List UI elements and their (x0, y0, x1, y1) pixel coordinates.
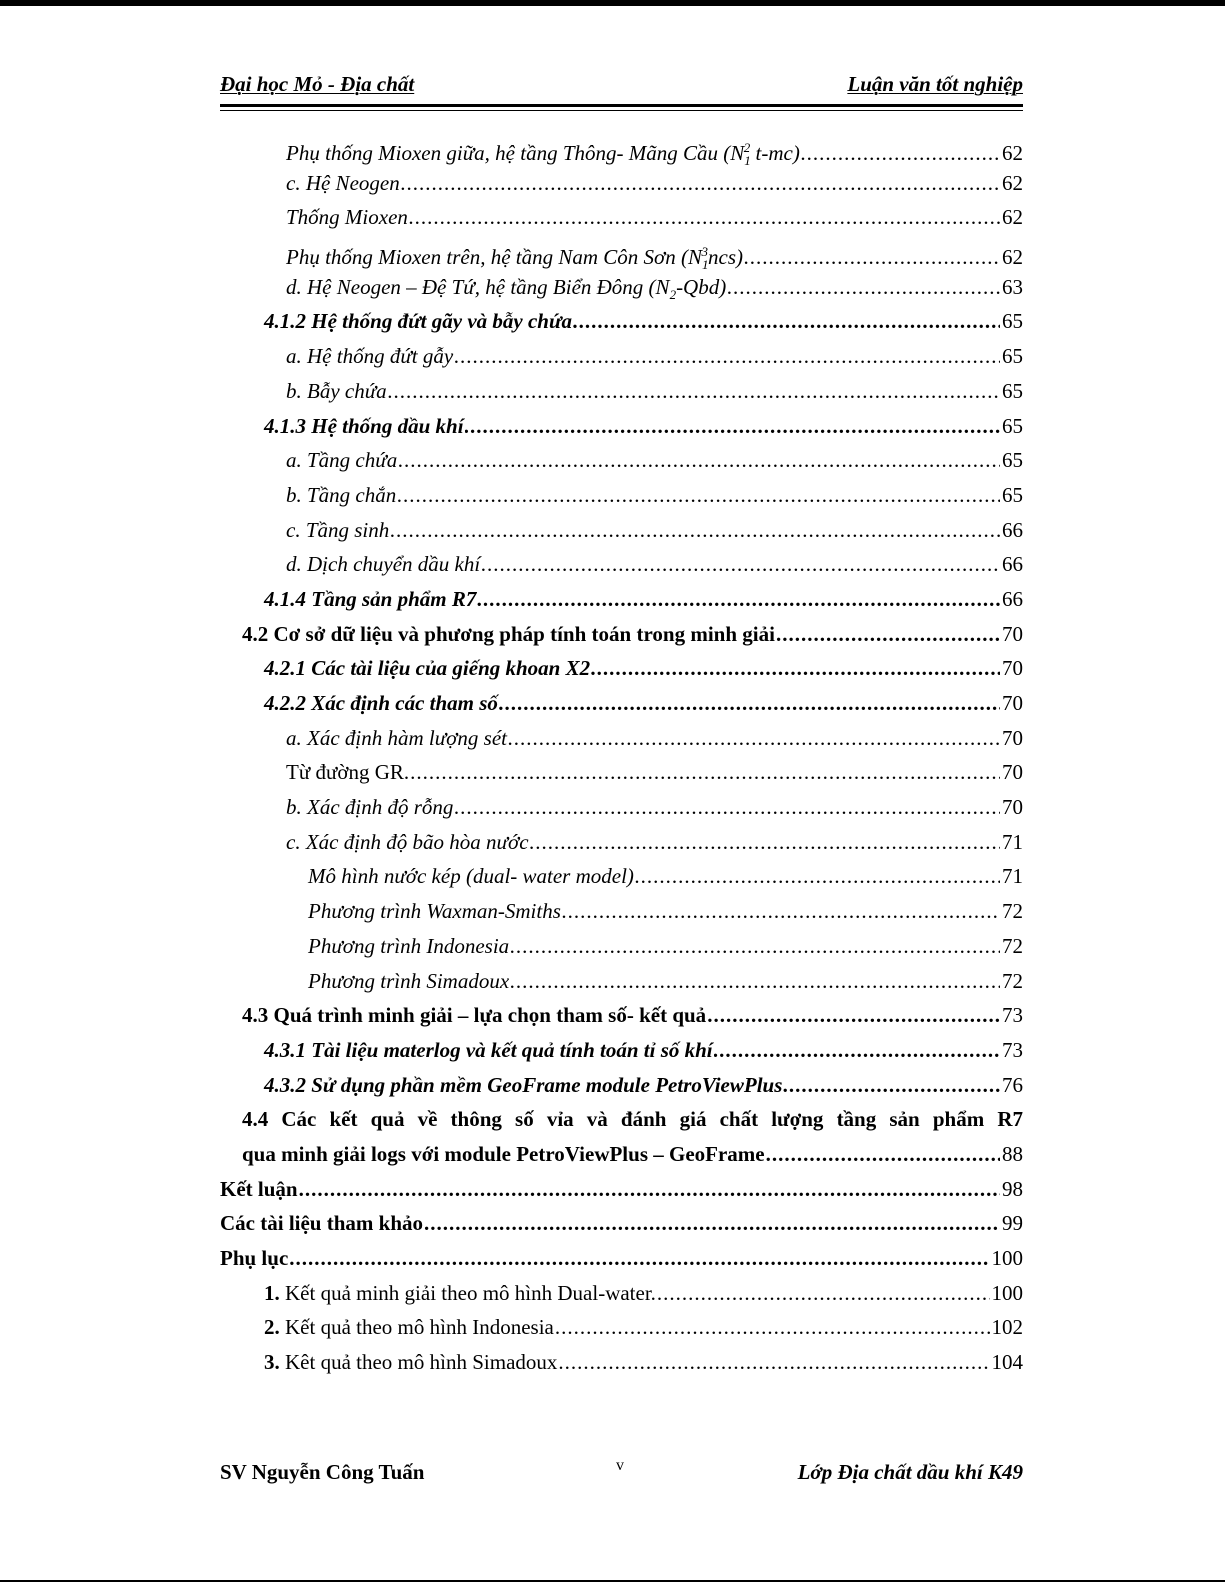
formula-subscript: 2 (669, 286, 677, 302)
toc-entry-title: 4.3.2 Sử dụng phần mềm GeoFrame module PetroViewPlus (264, 1072, 783, 1097)
toc-dot-leader (508, 721, 1000, 756)
toc-entry-page: 70 (1002, 691, 1023, 715)
toc-entry-number: 1. (264, 1280, 280, 1305)
toc-entry-title-line2: qua minh giải logs với module PetroViewPlus – GeoFrame (242, 1141, 765, 1166)
toc-entry-title-line1: 4.4 Các kết quả về thông số vỉa và đánh giá chất lượng tầng sản phẩm R7 (242, 1107, 1023, 1132)
toc-entry[interactable] (220, 443, 1023, 478)
table-of-contents (220, 131, 1023, 1380)
toc-dot-leader (299, 1172, 1000, 1207)
toc-dot-leader (562, 894, 1000, 929)
toc-entry-text: Kết quả theo mô hình Indonesia (279, 1315, 554, 1340)
toc-entry[interactable] (220, 686, 1023, 721)
toc-dot-leader (776, 617, 1000, 652)
footer-class: Lớp Địa chất dầu khí K49 (797, 1460, 1023, 1484)
toc-entries-end (220, 1172, 1023, 1380)
toc-entry-title: Thống Mioxen (286, 205, 408, 230)
toc-dot-leader (530, 825, 1000, 860)
toc-dot-leader (388, 374, 1000, 409)
toc-entry-title: a. Tầng chứa (286, 448, 398, 473)
toc-entry[interactable] (220, 1033, 1023, 1068)
toc-entry[interactable] (220, 200, 1023, 235)
toc-dot-leader (398, 443, 1000, 478)
toc-entry-title: d. Dịch chuyển dầu khí (286, 552, 481, 577)
toc-entry[interactable] (220, 582, 1023, 617)
toc-dot-leader (289, 1241, 989, 1276)
toc-entry-title: 4.1.3 Hệ thống dầu khí (264, 413, 464, 438)
toc-entry-page: 102 (991, 1315, 1023, 1340)
toc-entry-text: d. Hệ Neogen – Đệ Tứ, hệ tầng Biển Đông (N (286, 274, 670, 299)
toc-entry-text-suffix: -Qbd) (676, 274, 727, 299)
toc-dot-leader (558, 1345, 989, 1380)
toc-entry-page: 98 (1002, 1176, 1023, 1201)
toc-entry-title: 4.1.4 Tầng sản phẩm R7 (264, 586, 477, 611)
toc-entry[interactable] (220, 651, 1023, 686)
toc-entry[interactable] (220, 547, 1023, 582)
toc-entry-page: 62 (1002, 141, 1023, 165)
toc-dot-leader (390, 513, 1000, 548)
toc-entry-page: 65 (1002, 482, 1023, 507)
toc-entry-page: 72 (1002, 968, 1023, 993)
toc-entry-page: 72 (1002, 899, 1023, 924)
toc-dot-leader (510, 964, 1000, 999)
toc-dot-leader (477, 582, 1000, 617)
toc-entry-page: 76 (1002, 1072, 1023, 1097)
toc-entry-page: 70 (1002, 725, 1023, 750)
toc-entry[interactable] (220, 1241, 1023, 1276)
toc-entry-page: 70 (1002, 795, 1023, 820)
toc-entry-title: c. Tầng sinh (286, 517, 390, 542)
toc-entry[interactable] (220, 304, 1023, 339)
toc-entry-title: a. Xác định hàm lượng sét (286, 725, 507, 750)
toc-entry[interactable] (220, 374, 1023, 409)
toc-dot-leader (573, 304, 1000, 339)
toc-entry-page: 100 (991, 1246, 1023, 1270)
toc-entry-page: 100 (991, 1280, 1023, 1305)
toc-dot-leader (409, 200, 1000, 235)
toc-entry-title: Phương trình Waxman-Smiths (308, 899, 561, 924)
toc-entry-text: Phụ thống Mioxen giữa, hệ tầng Thông- Mãng Cầu (N (286, 141, 745, 165)
toc-entry[interactable] (220, 513, 1023, 548)
toc-entry-page: 71 (1002, 829, 1023, 854)
toc-entry-title: 4.2.1 Các tài liệu của giếng khoan X2 (264, 656, 591, 681)
toc-entry-page: 88 (1002, 1141, 1023, 1166)
toc-entry[interactable] (220, 790, 1023, 825)
formula-subscript: 1 (744, 153, 751, 169)
toc-entry-text-suffix: t-mc) (750, 141, 800, 165)
toc-entry-title (264, 1276, 656, 1311)
toc-entry-page: 65 (1002, 448, 1023, 473)
toc-entry-title: Các tài liệu tham khảo (220, 1211, 424, 1236)
toc-entry-title (264, 1345, 557, 1380)
toc-entry[interactable] (220, 270, 1023, 305)
toc-entry[interactable] (220, 131, 1023, 169)
header-document-type: Luận văn tốt nghiệp (847, 72, 1023, 96)
toc-entry-number: 3. (264, 1350, 280, 1375)
toc-dot-leader (499, 686, 1000, 721)
toc-entry[interactable] (220, 859, 1023, 894)
formula-superscript: 3 (701, 244, 709, 260)
toc-entry[interactable] (220, 755, 1023, 790)
toc-entry-page: 66 (1002, 552, 1023, 577)
toc-entry-title: Phương trình Simadoux (308, 968, 510, 993)
page-bottom-border (0, 1580, 1225, 1582)
toc-entry[interactable] (220, 1068, 1023, 1103)
toc-dot-leader (397, 478, 1000, 513)
toc-entry[interactable] (220, 1276, 1023, 1311)
toc-dot-leader (481, 547, 1000, 582)
toc-entry[interactable] (220, 929, 1023, 964)
toc-entry-page: 73 (1002, 1003, 1023, 1028)
page-header (220, 72, 1023, 102)
toc-entry-title: 4.2.2 Xác định các tham số (264, 691, 498, 715)
toc-entry-page: 65 (1002, 413, 1023, 438)
toc-entry[interactable] (220, 998, 1023, 1033)
toc-entry[interactable] (220, 721, 1023, 756)
toc-entry-page: 63 (1002, 274, 1023, 299)
toc-entry[interactable] (220, 1310, 1023, 1345)
toc-entry-text: Phụ thống Mioxen trên, hệ tầng Nam Côn Sơn (N (286, 245, 703, 270)
toc-entry-text: Kết quả minh giải theo mô hình Dual-water. (279, 1280, 656, 1305)
toc-entry[interactable] (220, 617, 1023, 652)
toc-dot-leader (555, 1310, 990, 1345)
toc-dot-leader (714, 1033, 1000, 1068)
toc-dot-leader (410, 755, 1000, 790)
toc-entry-page: 62 (1002, 170, 1023, 195)
toc-entry-title: c. Xác định độ bão hòa nước (286, 829, 529, 854)
toc-entry[interactable] (220, 339, 1023, 374)
toc-entry-title: 4.1.2 Hệ thống đứt gãy và bẫy chứa (264, 309, 573, 334)
toc-dot-leader (424, 1206, 1000, 1241)
toc-dot-leader (707, 998, 1000, 1033)
toc-entry-page: 66 (1002, 517, 1023, 542)
header-rule-thick (220, 104, 1023, 107)
toc-entry-wrapped[interactable] (220, 1102, 1023, 1171)
toc-entry-page: 104 (991, 1350, 1023, 1375)
toc-entry-title: 4.3.1 Tài liệu materlog và kết quả tính toán tỉ số khí (264, 1037, 713, 1062)
toc-entry-title: Mô hình nước kép (dual- water model) (308, 864, 634, 889)
toc-entry-title (264, 1310, 554, 1345)
toc-entry-page: 70 (1002, 656, 1023, 681)
toc-entry[interactable] (220, 478, 1023, 513)
toc-dot-leader (465, 409, 1000, 444)
toc-entries (220, 131, 1023, 1102)
toc-dot-leader (454, 790, 1000, 825)
header-university: Đại học Mỏ - Địa chất (220, 72, 415, 96)
toc-entry-title: b. Xác định độ rỗng (286, 795, 454, 820)
toc-entry-page: 65 (1002, 378, 1023, 403)
toc-dot-leader (783, 1068, 1000, 1103)
toc-entry-page: 71 (1002, 864, 1023, 889)
toc-entry-title: c. Hệ Neogen (286, 170, 400, 195)
toc-entry-title: 4.2 Cơ sở dữ liệu và phương pháp tính toán trong minh giải (242, 621, 775, 646)
toc-entry-number: 2. (264, 1315, 280, 1340)
toc-entry-page: 66 (1002, 586, 1023, 611)
toc-entry-title: Từ đường GR. (286, 760, 410, 785)
toc-entry-title: Phụ lục (220, 1246, 289, 1270)
toc-dot-leader (635, 859, 1000, 894)
toc-entry-page: 65 (1002, 344, 1023, 369)
footer-author: SV Nguyễn Công Tuấn (220, 1460, 425, 1484)
toc-entry-page: 70 (1002, 621, 1023, 646)
toc-entry-title: 4.3 Quá trình minh giải – lựa chọn tham số- kết quả (242, 1003, 707, 1028)
toc-entry[interactable] (220, 235, 1023, 273)
toc-entry-title: Kết luận (220, 1176, 298, 1201)
formula-subscript: 1 (702, 257, 709, 273)
toc-entry-text-suffix: ncs) (708, 245, 744, 270)
formula-superscript: 2 (743, 140, 751, 155)
page-footer (220, 1457, 1023, 1490)
toc-entry-title: a. Hệ thống đứt gẫy (286, 344, 454, 369)
toc-entry-page: 62 (1002, 205, 1023, 230)
toc-entry-page: 62 (1002, 245, 1023, 270)
toc-entry-page: 72 (1002, 933, 1023, 958)
toc-entry-page: 70 (1002, 760, 1023, 785)
toc-dot-leader (510, 929, 1000, 964)
toc-entry[interactable] (220, 825, 1023, 860)
toc-entry-page: 73 (1002, 1037, 1023, 1062)
toc-entry-title: b. Tầng chắn (286, 482, 397, 507)
toc-entry-page: 65 (1002, 309, 1023, 334)
toc-dot-leader (766, 1137, 1000, 1172)
toc-entry[interactable] (220, 1206, 1023, 1241)
header-rule-thin (220, 110, 1023, 111)
toc-dot-leader (591, 651, 1000, 686)
footer-page-number: v (616, 1457, 624, 1474)
toc-entry-title: b. Bẫy chứa (286, 378, 387, 403)
toc-entry-text: Kêt quả theo mô hình Simadoux (279, 1350, 558, 1375)
toc-entry[interactable] (220, 1345, 1023, 1380)
toc-dot-leader (401, 166, 1000, 201)
toc-entry[interactable] (220, 894, 1023, 929)
page-top-border (0, 0, 1225, 6)
toc-entry-page: 99 (1002, 1211, 1023, 1236)
toc-entry[interactable] (220, 964, 1023, 999)
toc-entry[interactable] (220, 1172, 1023, 1207)
toc-entry-line2 (220, 1137, 1023, 1172)
toc-entry-title: Phương trình Indonesia (308, 933, 510, 958)
toc-dot-leader (727, 270, 1000, 305)
toc-dot-leader (657, 1276, 990, 1311)
toc-entry[interactable] (220, 166, 1023, 201)
toc-dot-leader (454, 339, 1000, 374)
toc-entry[interactable] (220, 409, 1023, 444)
